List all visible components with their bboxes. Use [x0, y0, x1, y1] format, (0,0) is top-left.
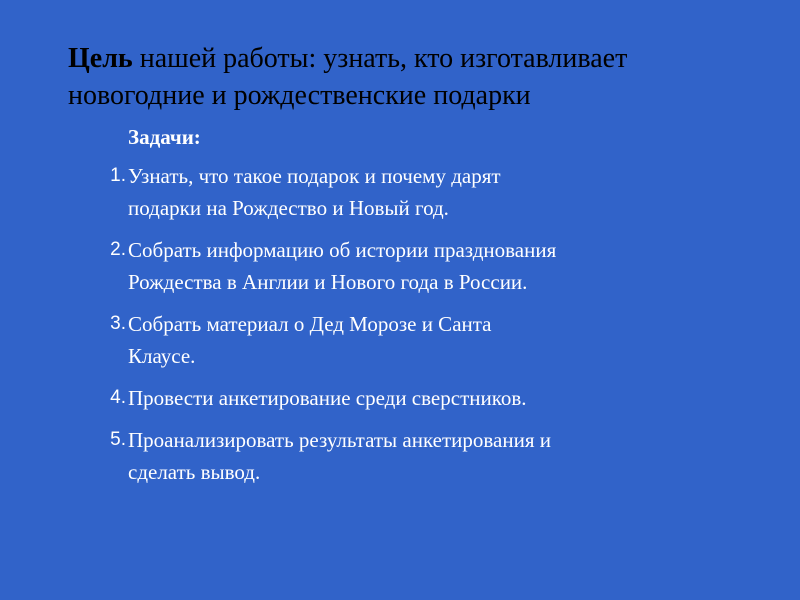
task-number-5: 5. — [110, 429, 126, 450]
task-number-3: 3. — [110, 313, 126, 334]
task-5-line-1: Проанализировать результаты анкетирования и — [128, 428, 551, 452]
task-2-line-2: Рождества в Англии и Нового года в России. — [128, 270, 528, 294]
task-1-line-1: Узнать, что такое подарок и почему дарят — [128, 164, 501, 188]
slide-title — [68, 40, 768, 114]
task-1-line-2: подарки на Рождество и Новый год. — [128, 196, 449, 220]
task-4-line-1: Провести анкетирование среди сверстников. — [128, 386, 527, 410]
task-item-3 — [78, 308, 718, 372]
task-number-4: 4. — [110, 387, 126, 408]
tasks-heading: Задачи: — [128, 125, 201, 149]
task-item-2 — [78, 234, 718, 298]
task-3-line-2: Клаусе. — [128, 344, 196, 368]
tasks-list — [78, 160, 718, 498]
task-2-line-1: Собрать информацию об истории празднования — [128, 238, 557, 262]
slide-title-text: нашей работы: узнать, кто изготавливает новогодние и рождественские подарки — [68, 43, 628, 111]
task-item-5 — [78, 424, 718, 488]
task-5-line-2: сделать вывод. — [128, 460, 261, 484]
task-text-3 — [128, 308, 688, 372]
task-number-2: 2. — [110, 239, 126, 260]
task-text-1 — [128, 160, 688, 224]
task-number-1: 1. — [110, 165, 126, 186]
task-item-4 — [78, 382, 718, 414]
task-text-4 — [128, 382, 688, 414]
task-text-5 — [128, 424, 688, 488]
slide-title-bold-word: Цель — [68, 43, 133, 74]
task-item-1 — [78, 160, 718, 224]
task-text-2 — [128, 234, 688, 298]
task-3-line-1: Собрать материал о Дед Морозе и Санта — [128, 312, 492, 336]
